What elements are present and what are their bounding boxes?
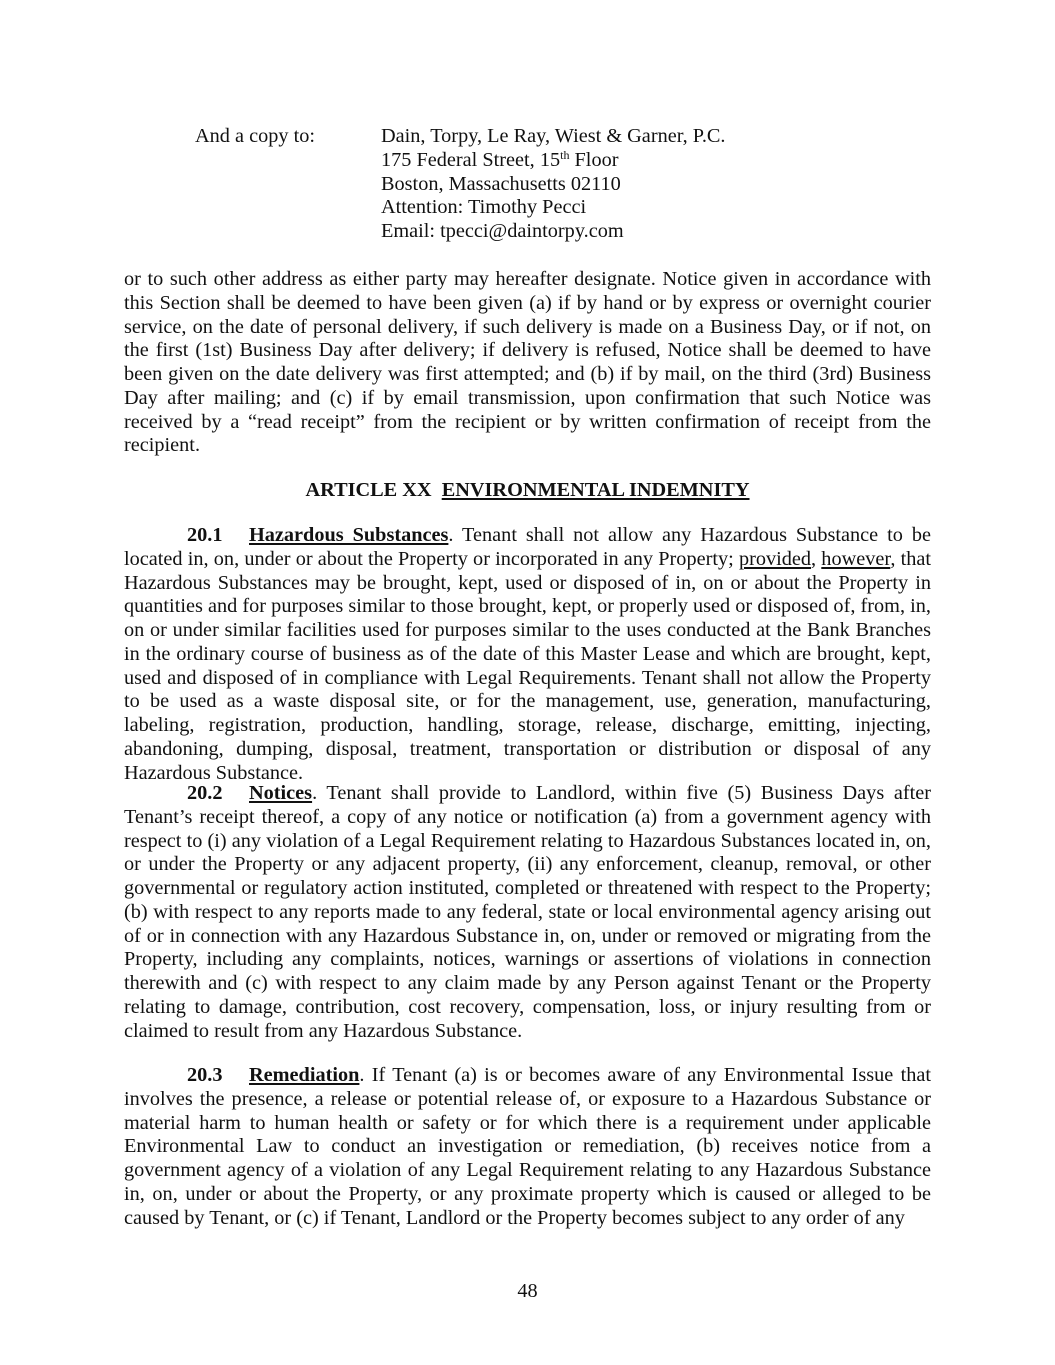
however-term: however — [821, 547, 891, 570]
street-text: 175 Federal Street, 15 — [381, 148, 561, 171]
section-heading: Notices — [249, 782, 313, 804]
city-state: Boston, Massachusetts 02110 — [381, 172, 621, 195]
section-text: . Tenant shall provide to Landlord, within five (5) Business Days after Tenant’s receipt thereof, a copy of any notice or notification (a) from a government agency with respect to (i) any violation of a Legal Requirement relating to Hazardous Substances located in, on, or under the Property or any adjacent property, (ii) any enforcement, cleanup, removal, or other governmental or regulatory action instituted, completed or threatened with respect to the Property; (b) with respect to any reports made to any federal, state or local environmental agency arising out of or in connection with any Hazardous Substance in, on, under or removed or migrating from the Property, including any complaints, notices, warnings or assertions of violations in connection therewith and (c) with respect to any claim made by any Person against Tenant or the Property relating to damage, contribution, cost recovery, compensation, loss, or injury resulting from or claimed to result from any Hazardous Substance. — [124, 782, 931, 1042]
copy-to-address — [381, 125, 726, 244]
section-number: 20.3 — [187, 1064, 223, 1086]
floor-text: Floor — [569, 148, 619, 171]
section-text: . If Tenant (a) is or becomes aware of any Environmental Issue that involves the presence, a release or potential release of, or exposure to a Hazardous Substance or material harm to human health or safety or for which there is a requirement under applicable Environmental Law to conduct an investigation or remediation, (b) receives notice from a government agency of a violation of any Legal Requirement relating to any Hazardous Substance in, on, under or about the Property, or any proximate property which is caused or alleged to be caused by Tenant, or (c) if Tenant, Landlord or the Property becomes subject to any order of any — [124, 1064, 931, 1229]
comma: , — [811, 547, 822, 570]
copy-to-label: And a copy to: — [195, 125, 315, 147]
page-number: 48 — [517, 1280, 538, 1302]
section-20-3 — [124, 1064, 931, 1230]
section-20-1 — [124, 524, 931, 785]
article-heading — [124, 479, 931, 503]
section-20-2 — [124, 782, 931, 1043]
article-number: ARTICLE XX — [305, 479, 432, 501]
firm-name: Dain, Torpy, Le Ray, Wiest & Garner, P.C. — [381, 125, 726, 147]
email-line: Email: tpecci@daintorpy.com — [381, 220, 624, 242]
provided-term: provided — [738, 547, 812, 570]
section-number: 20.1 — [187, 524, 223, 546]
section-text: . Tenant shall not allow any Hazardous Substance to be located in, on, under or about the Property or incorporated in any Property; — [124, 524, 931, 570]
section-heading: Hazardous Substances — [249, 524, 449, 546]
section-number: 20.2 — [187, 782, 223, 804]
section-heading: Remediation — [249, 1064, 360, 1086]
section-text-continued: , that Hazardous Substances may be brought, kept, used or disposed of in, on or about the Property in quantities and for purposes similar to those brought, kept, or properly used or disposed of, from, in, on or under similar facilities used for purposes similar to the uses conducted at the Bank Branches in the ordinary course of business as of the date of this Master Lease and which are brought, kept, used and disposed of in compliance with Legal Requirements. Tenant shall not allow the Property to be used as a waste disposal site, or for the management, use, generation, manufacturing, labeling, registration, production, handling, storage, release, discharge, emitting, injecting, abandoning, dumping, disposal, treatment, transportation or distribution or disposal of any Hazardous Substance. — [124, 547, 931, 784]
attention-line: Attention: Timothy Pecci — [381, 196, 587, 219]
floor-suffix: th — [560, 147, 570, 162]
street-address — [381, 149, 726, 173]
article-title: ENVIRONMENTAL INDEMNITY — [441, 479, 750, 501]
notice-paragraph: or to such other address as either party may hereafter designate. Notice given in accordance with this Section shall be deemed to have been given (a) if by hand or by express or overnight courier service, on the date of personal delivery, if such delivery is made on a Business Day, or if not, on the first (1st) Business Day after delivery; if delivery is refused, Notice shall be deemed to have been given on the date delivery was first attempted; and (b) if by mail, on the third (3rd) Business Day after mailing; and (c) if by email transmission, upon confirmation that such Notice was received by a “read receipt” from the recipient or by written confirmation of receipt from the recipient. — [124, 268, 931, 457]
